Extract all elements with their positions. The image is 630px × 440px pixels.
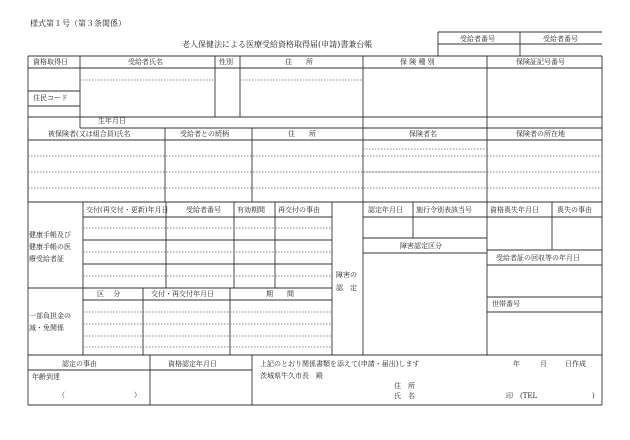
age-reached-text: 年齢到達 (32, 373, 60, 381)
tel-label: (TEL (520, 392, 538, 400)
year-label: 年 (513, 360, 520, 368)
period-header: 期 間 (266, 290, 294, 298)
disability-class-header: 障害認定区分 (400, 242, 442, 250)
reissue-reason-header: 再交付の事由 (278, 206, 320, 214)
header-recipient-no-2: 受給者番号 (543, 35, 578, 43)
partial-label-line2: 減・免関係 (29, 324, 64, 332)
form-number: 様式第１号（第３条関係） (30, 19, 126, 28)
insured-name-label: 被保険者(又は組合員)氏名 (48, 130, 131, 138)
tel-close: ) (592, 392, 595, 400)
booklet-label-line1: 健康手帳及び (29, 231, 71, 239)
address-label: 住 所 (285, 58, 313, 66)
header-recipient-no-1: 受給者番号 (460, 35, 495, 43)
cert-date-label: 資格認定年月日 (168, 360, 217, 368)
insurer-name-label: 保険者名 (409, 130, 437, 138)
declaration-text: 上記のとおり関係書類を添えて(申請・届出)します (260, 360, 420, 368)
seal-label: 印 (506, 392, 513, 400)
disability-label-line1: 障害の (336, 271, 357, 279)
paren-open: （ (58, 391, 65, 399)
insured-address-label: 住 所 (288, 130, 316, 138)
cert-date-header: 認定年月日 (368, 206, 403, 214)
booklet-label-line3: 療受給者証 (29, 255, 64, 263)
relationship-label: 受給者との続柄 (180, 130, 229, 138)
insurance-type-label: 保 険 種 別 (400, 58, 435, 66)
birthdate-label: 生年月日 (98, 117, 126, 125)
insurance-card-no-label: 保険証記号番号 (516, 58, 565, 66)
resident-code-label: 住民コード (33, 94, 68, 102)
paren-close: ） (134, 391, 141, 399)
acquire-date-label: 資格取得日 (33, 58, 68, 66)
form-title: 老人保健法による医療受給資格取得届(申請)書兼台帳 (182, 40, 373, 49)
reason-label: 認定の事由 (62, 360, 97, 368)
day-created-label: 日作成 (565, 360, 586, 368)
validity-header: 有効期間 (237, 206, 265, 214)
partial-label-line1: 一部負担金の (29, 312, 71, 320)
recipient-name-label: 受給者氏名 (128, 58, 163, 66)
card-recovery-header: 受給者証の回収等の年月日 (496, 254, 580, 262)
month-label: 月 (540, 360, 547, 368)
recipient-no-header: 受給者番号 (186, 206, 221, 214)
addressee-text: 茨城県牛久市長 殿 (260, 372, 323, 380)
reissue-date-header: 交付(再交付・更新)年月日 (86, 206, 169, 214)
household-no-label: 世帯番号 (492, 300, 520, 308)
enforcement-rule-header: 施行令別表該当号 (416, 206, 472, 214)
disability-label-line2: 認 定 (336, 284, 357, 292)
form-grid (28, 32, 602, 405)
loss-date-header: 資格喪失年月日 (490, 206, 539, 214)
category-header: 区 分 (97, 290, 121, 298)
booklet-label-line2: 健康手帳の医 (29, 243, 71, 251)
applicant-address-label: 住 所 (394, 382, 415, 390)
applicant-name-label: 氏 名 (394, 392, 415, 400)
gender-label: 性別 (219, 58, 233, 66)
issue-date-header: 交付・再交付年月日 (151, 290, 214, 298)
loss-reason-header: 喪失の事由 (557, 206, 592, 214)
insurer-location-label: 保険者の所在地 (516, 130, 565, 138)
